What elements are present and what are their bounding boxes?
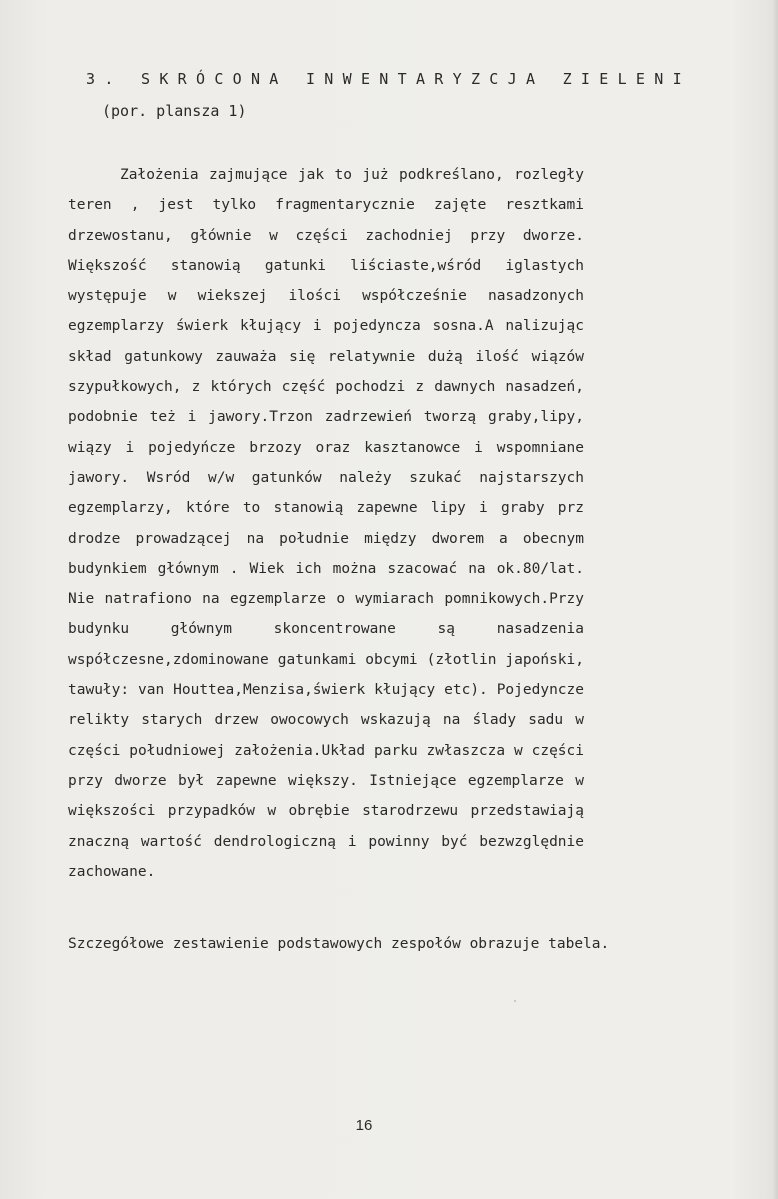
paragraph-line: podobnie też i jawory.Trzon zadrzewień tworzą graby,lipy, — [68, 409, 584, 426]
paragraph-line: relikty starych drzew owocowych wskazują na ślady sadu w — [68, 712, 584, 729]
paragraph-line: części południowej założenia.Układ parku zwłaszcza w części — [68, 742, 584, 759]
summary-sentence: Szczegółowe zestawienie podstawowych zespołów obrazuje tabela. — [68, 936, 610, 952]
page-edge-shadow — [772, 0, 778, 1199]
paragraph-line: Nie natrafiono na egzemplarze o wymiarach pomnikowych.Przy — [68, 591, 584, 608]
paragraph-line: budynku głównym skoncentrowane są nasadzenia — [68, 621, 584, 638]
paragraph-line: przy dworze był zapewne większy. Istniejące egzemplarze w — [68, 772, 584, 789]
paragraph-line: znaczną wartość dendrologiczną i powinny być bezwzględnie — [68, 833, 584, 850]
paragraph-line: większości przypadków w obrębie starodrzewu przedstawiają — [68, 803, 584, 820]
paragraph-line: drodze prowadzącej na południe między dworem a obecnym — [68, 530, 584, 547]
paragraph-line: wiązy i pojedyńcze brzozy oraz kasztanowce i wspomniane — [68, 439, 584, 456]
paragraph-line: egzemplarzy, które to stanowią zapewne lipy i graby prz — [68, 500, 584, 517]
page-number: 16 — [355, 1117, 373, 1134]
body-paragraph — [68, 160, 584, 887]
paragraph-line: egzemplarzy świerk kłujący i pojedyncza sosna.A nalizując — [68, 318, 584, 335]
paragraph-line: współczesne,zdominowane gatunkami obcymi (złotlin japoński, — [68, 651, 584, 668]
paragraph-line: drzewostanu, głównie w części zachodniej przy dworze. — [68, 227, 584, 244]
paragraph-line: skład gatunkowy zauważa się relatywnie dużą ilość wiązów — [68, 348, 584, 365]
section-heading: 3. SKRÓCONA INWENTARYZCJA ZIELENI — [86, 70, 691, 88]
scan-speck — [514, 1000, 516, 1002]
paragraph-line: Założenia zajmujące jak to już podkreślano, rozległy — [120, 167, 584, 183]
paragraph-line: występuje w wiekszej ilości współcześnie nasadzonych — [68, 288, 584, 305]
paragraph-line: Większość stanowią gatunki liściaste,wśród iglastych — [68, 257, 584, 274]
section-subheading: (por. plansza 1) — [102, 102, 247, 120]
paragraph-line: tawuły: van Houttea,Menzisa,świerk kłujący etc). Pojedyncze — [68, 682, 584, 699]
paragraph-line: jawory. Wsród w/w gatunków należy szukać najstarszych — [68, 469, 584, 486]
paragraph-line: budynkiem głównym . Wiek ich można szacować na ok.80/lat. — [68, 560, 584, 577]
paragraph-line: zachowane. — [68, 863, 156, 880]
paragraph-line: teren , jest tylko fragmentarycznie zajęte resztkami — [68, 197, 584, 214]
paragraph-line: szypułkowych, z których część pochodzi z dawnych nasadzeń, — [68, 379, 584, 396]
